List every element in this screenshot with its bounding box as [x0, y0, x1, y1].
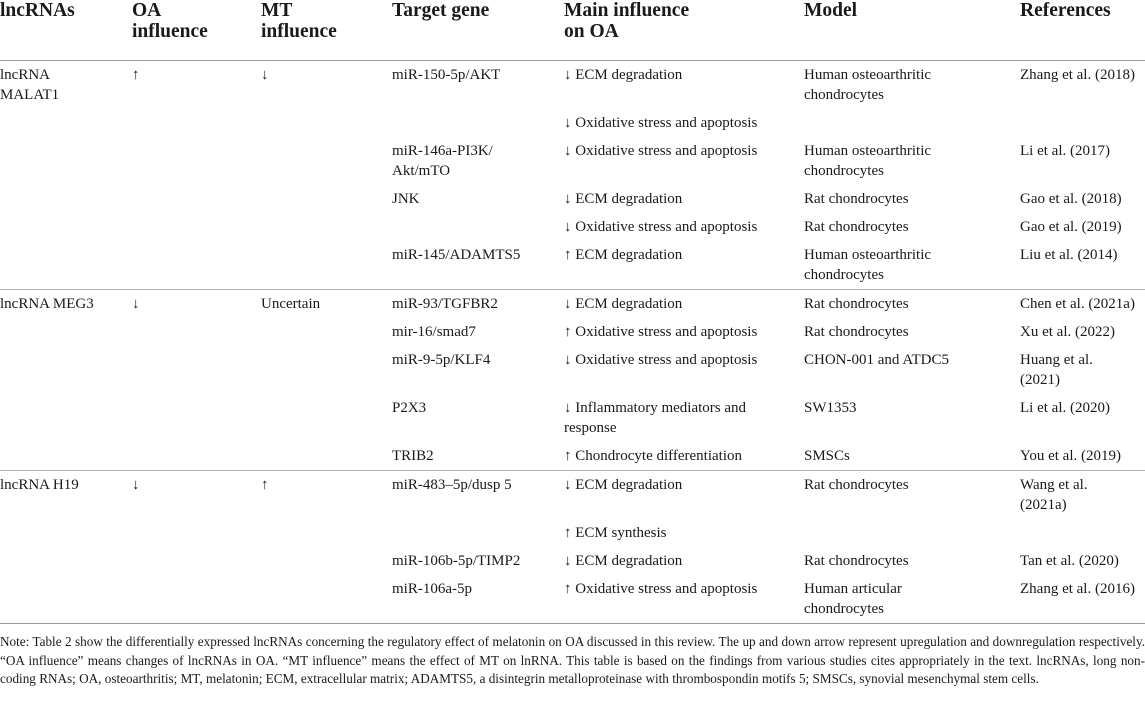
cell-target-gene: miR-9-5p/KLF4 [392, 352, 491, 368]
cell-target-gene [392, 519, 564, 547]
cell-target-gene: P2X3 [392, 400, 427, 416]
header-model: Model [804, 0, 1020, 61]
cell-oa-influence [132, 575, 261, 624]
cell-reference: Huang et al. (2021) [1020, 352, 1093, 388]
cell-lncrna [0, 442, 132, 471]
table-row [0, 346, 1145, 394]
cell-lncrna [0, 547, 132, 575]
cell-mt-influence [261, 185, 392, 213]
cell-lncrna [0, 346, 132, 394]
cell-target-gene: miR-483–5p/dusp 5 [392, 471, 564, 520]
table-row [0, 394, 1145, 442]
cell-main-influence: ↓ Inflammatory mediators and response [564, 400, 747, 436]
cell-model: Rat chondrocytes [804, 290, 1020, 319]
cell-lncrna [0, 185, 132, 213]
table-row [0, 213, 1145, 241]
cell-mt-influence [261, 213, 392, 241]
header-lncrnas: lncRNAs [0, 0, 132, 61]
cell-model: Rat chondrocytes [804, 191, 909, 207]
cell-main-influence: ↓ ECM degradation [564, 67, 683, 83]
cell-lncrna [0, 318, 132, 346]
cell-reference: Xu et al. (2022) [1020, 324, 1115, 340]
cell-mt-influence [261, 575, 392, 624]
cell-reference: Wang et al. (2021a) [1020, 471, 1145, 520]
cell-lncrna: lncRNA MALAT1 [0, 67, 60, 103]
cell-reference: Zhang et al. (2016) [1020, 575, 1145, 624]
cell-reference: Li et al. (2017) [1020, 143, 1110, 159]
cell-target-gene: JNK [392, 191, 420, 207]
table-header [0, 0, 1145, 61]
cell-main-influence: ↓ Oxidative stress and apoptosis [564, 352, 758, 368]
cell-main-influence: ↑ ECM degradation [564, 247, 683, 263]
cell-main-influence: ↓ ECM degradation [564, 290, 804, 319]
cell-model [804, 109, 1020, 137]
cell-main-influence: ↓ Oxidative stress and apoptosis [564, 219, 758, 235]
cell-model [804, 519, 1020, 547]
cell-oa-influence: ↓ [132, 290, 261, 319]
table-note: Note: Table 2 show the differentially expressed lncRNAs concerning the regulatory effect of melatonin on OA discussed in this review. The up and down arrow represent upregulation and downregulation respectively. “OA influence” means changes of lncRNAs in OA. “MT influence” means the effect of MT on lnRNA. This table is based on the findings from various studies cites appropriately in the text. lncRNAs, long non-coding RNAs; OA, osteoarthritis; MT, melatonin; ECM, extracellular matrix; ADAMTS5, a disintegrin metalloproteinase with thrombospondin motifs 5; SMSCs, synovial mesenchymal stem cells. [0, 634, 1145, 686]
cell-reference: Gao et al. (2019) [1020, 219, 1122, 235]
cell-lncrna [0, 519, 132, 547]
cell-mt-influence [261, 137, 392, 185]
cell-model: Human articular chondrocytes [804, 575, 1020, 624]
cell-target-gene: miR-106a-5p [392, 575, 564, 624]
header-row [0, 0, 1145, 61]
table-body [0, 61, 1145, 624]
cell-lncrna [0, 394, 132, 442]
table-row [0, 185, 1145, 213]
cell-target-gene [392, 213, 564, 241]
cell-mt-influence: ↓ [261, 67, 269, 83]
cell-lncrna [0, 213, 132, 241]
header-references: References [1020, 0, 1145, 61]
cell-target-gene: miR-93/TGFBR2 [392, 290, 564, 319]
cell-oa-influence: ↑ [132, 67, 140, 83]
cell-oa-influence [132, 109, 261, 137]
cell-main-influence: ↑ Oxidative stress and apoptosis [564, 324, 758, 340]
table-row [0, 241, 1145, 290]
cell-main-influence: ↓ Oxidative stress and apoptosis [564, 143, 758, 159]
cell-model: Rat chondrocytes [804, 324, 909, 340]
cell-reference: Zhang et al. (2018) [1020, 67, 1135, 83]
cell-mt-influence [261, 442, 392, 471]
cell-oa-influence [132, 547, 261, 575]
cell-reference: Li et al. (2020) [1020, 400, 1110, 416]
table-row [0, 137, 1145, 185]
cell-main-influence: ↑ Oxidative stress and apoptosis [564, 575, 804, 624]
cell-reference [1020, 519, 1145, 547]
cell-target-gene: TRIB2 [392, 448, 434, 464]
cell-reference: Gao et al. (2018) [1020, 191, 1122, 207]
cell-mt-influence [261, 109, 392, 137]
cell-lncrna [0, 137, 132, 185]
cell-main-influence: ↑ ECM synthesis [564, 525, 667, 541]
table-row [0, 471, 1145, 520]
cell-main-influence: ↓ ECM degradation [564, 191, 683, 207]
cell-target-gene [392, 109, 564, 137]
cell-oa-influence [132, 519, 261, 547]
cell-model: Rat chondrocytes [804, 553, 909, 569]
cell-oa-influence [132, 241, 261, 290]
cell-model: Rat chondrocytes [804, 471, 1020, 520]
cell-target-gene: miR-106b-5p/TIMP2 [392, 553, 521, 569]
cell-oa-influence [132, 185, 261, 213]
cell-reference: You et al. (2019) [1020, 448, 1121, 464]
table-row [0, 547, 1145, 575]
cell-lncrna [0, 109, 132, 137]
cell-lncrna: lncRNA H19 [0, 471, 132, 520]
header-mt-influence: MT influence [261, 0, 392, 61]
header-main-influence: Main influence on OA [564, 0, 804, 61]
cell-model: CHON-001 and ATDC5 [804, 352, 949, 368]
cell-oa-influence [132, 394, 261, 442]
cell-reference [1020, 109, 1145, 137]
cell-target-gene: miR-146a-PI3K/ Akt/mTO [392, 143, 493, 179]
header-target-gene: Target gene [392, 0, 564, 61]
cell-mt-influence [261, 519, 392, 547]
cell-mt-influence [261, 346, 392, 394]
cell-oa-influence [132, 442, 261, 471]
cell-oa-influence [132, 346, 261, 394]
cell-main-influence: ↓ Oxidative stress and apoptosis [564, 115, 758, 131]
table-row [0, 318, 1145, 346]
cell-main-influence: ↓ ECM degradation [564, 471, 804, 520]
cell-target-gene: miR-145/ADAMTS5 [392, 247, 521, 263]
cell-model: Human osteoarthritic chondrocytes [804, 67, 932, 103]
cell-mt-influence [261, 241, 392, 290]
cell-model: SMSCs [804, 448, 850, 464]
cell-model: Human osteoarthritic chondrocytes [804, 143, 932, 179]
cell-target-gene: miR-150-5p/AKT [392, 67, 501, 83]
cell-lncrna [0, 241, 132, 290]
cell-model: Rat chondrocytes [804, 219, 909, 235]
table-row [0, 442, 1145, 471]
table-row [0, 109, 1145, 137]
cell-mt-influence: ↑ [261, 471, 392, 520]
header-oa-influence: OA influence [132, 0, 261, 61]
cell-lncrna: lncRNA MEG3 [0, 290, 132, 319]
cell-model: Human osteoarthritic chondrocytes [804, 247, 932, 283]
cell-main-influence: ↓ ECM degradation [564, 553, 683, 569]
cell-oa-influence [132, 213, 261, 241]
cell-target-gene: mir-16/smad7 [392, 324, 476, 340]
table-row [0, 519, 1145, 547]
cell-mt-influence [261, 318, 392, 346]
table-row [0, 575, 1145, 624]
table-row [0, 290, 1145, 319]
cell-reference: Chen et al. (2021a) [1020, 290, 1145, 319]
cell-mt-influence [261, 547, 392, 575]
cell-mt-influence [261, 394, 392, 442]
cell-oa-influence [132, 137, 261, 185]
cell-reference: Liu et al. (2014) [1020, 247, 1118, 263]
cell-main-influence: ↑ Chondrocyte differentiation [564, 448, 743, 464]
cell-mt-influence: Uncertain [261, 290, 392, 319]
cell-lncrna [0, 575, 132, 624]
cell-reference: Tan et al. (2020) [1020, 553, 1119, 569]
cell-oa-influence [132, 318, 261, 346]
cell-model: SW1353 [804, 400, 857, 416]
table-row [0, 61, 1145, 110]
cell-oa-influence: ↓ [132, 471, 261, 520]
